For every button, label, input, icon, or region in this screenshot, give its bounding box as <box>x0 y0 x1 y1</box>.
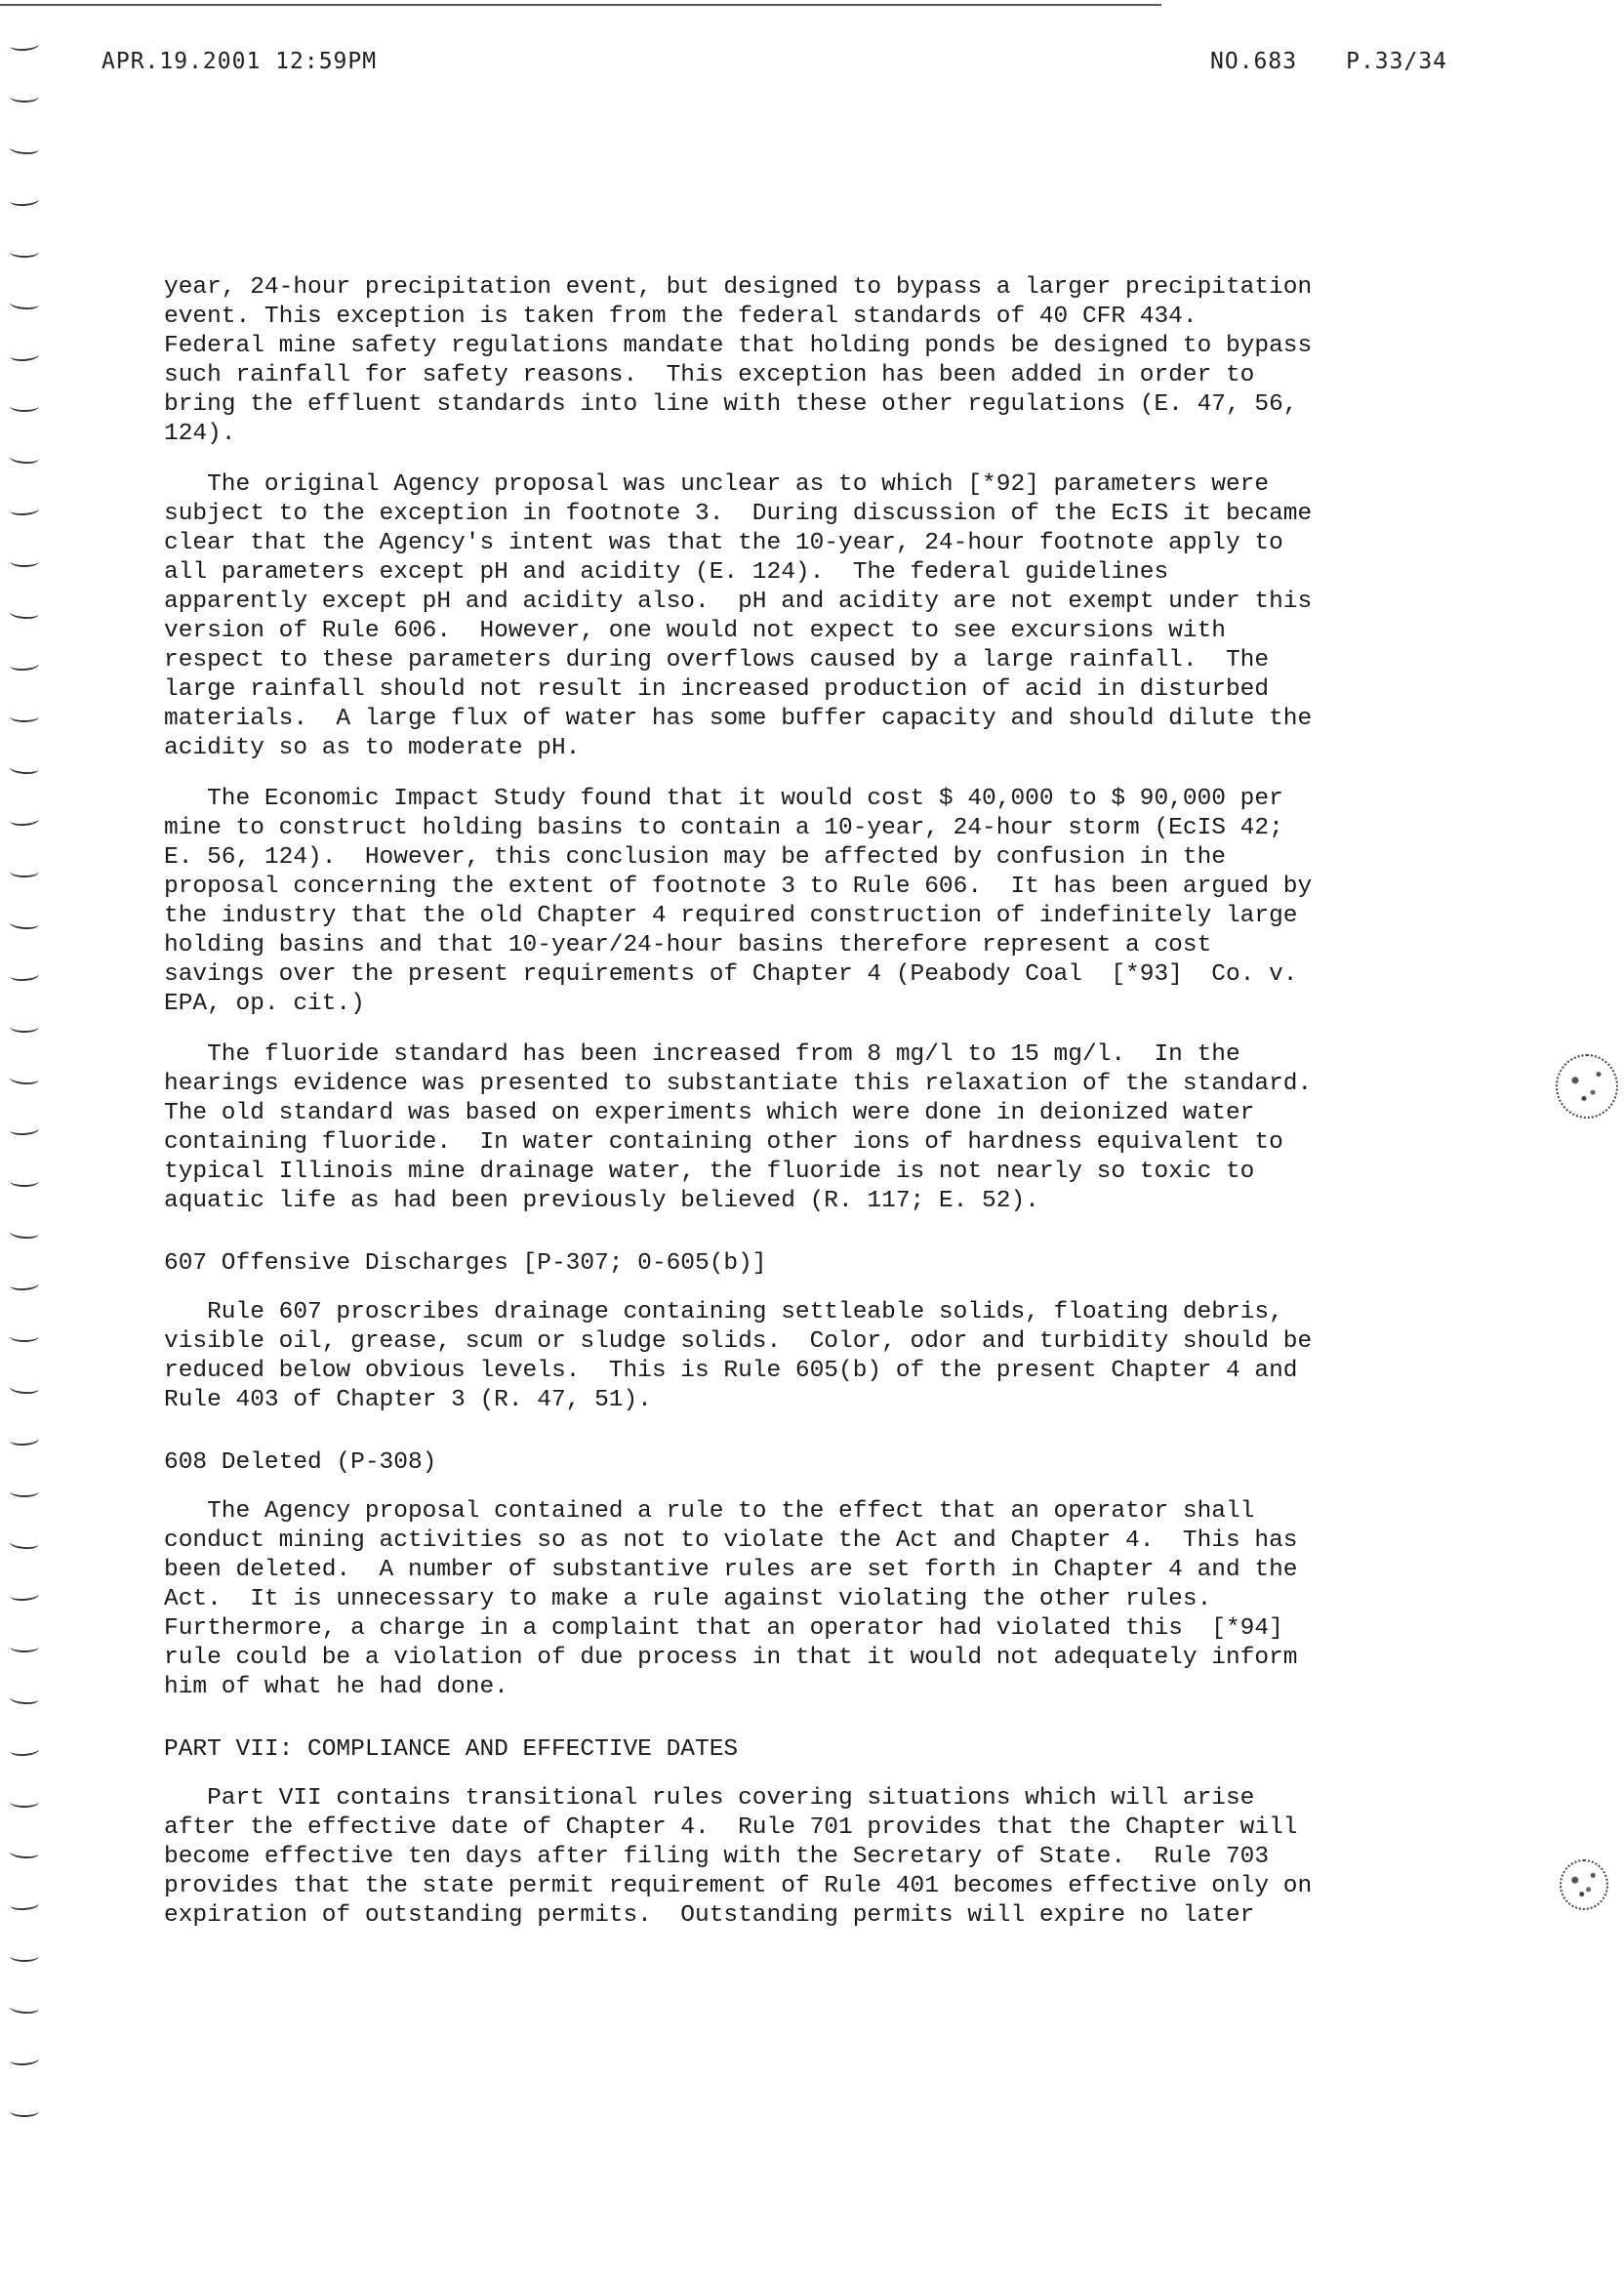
fax-number: NO.683 <box>1210 49 1298 74</box>
paragraph-fluoride-standard: The fluoride standard has been increased from 8 mg/l to 15 mg/l. In the hearings evidence was presented to substantiate this relaxation of the standard. The old standard was based on experiments which were done in deionized water containing fluoride. In water containing other ions of hardness equivalent to typical Illinois mine drainage water, the fluoride is not nearly so toxic to aquatic life as had been previously believed (R. 117; E. 52). <box>164 1041 1313 1214</box>
paragraph-rule-608: The Agency proposal contained a rule to the effect that an operator shall conduct mining activities so as not to violate the Act and Chapter 4. This has been deleted. A number of substantive rules are set forth in Chapter 4 and the Act. It is unnecessary to make a rule against violating the other rules. Furthermore, a charge in a complaint that an operator had violated this [*94] rule could be a violation of due process in that it would not adequately inform him of what he had done. <box>164 1498 1298 1700</box>
edge-mark <box>10 348 40 362</box>
edge-mark <box>10 2105 39 2117</box>
paragraph-part-vii: Part VII contains transitional rules covering situations which will arise after the effective date of Chapter 4. Rule 701 provides that the Chapter will become effective ten days after filing with the Secretary of State. Rule 703 provides that the state permit requirement of Rule 401 becomes effective only on expiration of outstanding permits. Outstanding permits will expire no later <box>164 1785 1313 1929</box>
edge-mark <box>10 1021 39 1033</box>
edge-mark <box>10 1950 39 1962</box>
fax-page-number: P.33/34 <box>1346 49 1448 74</box>
edge-mark <box>10 1743 40 1757</box>
edge-mark <box>10 1278 40 1291</box>
heading-rule-608: 608 Deleted (P-308) <box>164 1449 437 1476</box>
edge-mark <box>10 1330 39 1342</box>
edge-mark <box>10 761 40 775</box>
edge-mark <box>10 1691 40 1705</box>
edge-mark <box>10 297 40 310</box>
edge-mark <box>10 1486 39 1497</box>
speckle-mark-lower <box>1560 1859 1608 1910</box>
fax-header <box>0 49 1624 84</box>
edge-mark <box>10 1381 40 1395</box>
edge-mark <box>10 2053 40 2066</box>
edge-mark <box>10 503 40 516</box>
edge-mark <box>10 968 40 982</box>
edge-mark <box>10 658 40 672</box>
edge-mark <box>10 917 40 930</box>
paragraph-rule-607: Rule 607 proscribes drainage containing settleable solids, floating debris, visible oil, grease, scum or sludge solids. Color, odor and turbidity should be reduced below obvious levels. This is Rule 605(b) of the present Chapter 4 and Rule 403 of Chapter 3 (R. 47, 51). <box>164 1299 1313 1413</box>
edge-mark <box>10 866 39 877</box>
edge-mark <box>10 711 39 722</box>
edge-mark <box>10 1897 40 1911</box>
speckle-mark-upper <box>1556 1054 1618 1119</box>
heading-rule-607: 607 Offensive Discharges [P-307; 0-605(b)] <box>164 1250 767 1277</box>
edge-mark <box>10 555 39 567</box>
edge-mark <box>10 606 40 620</box>
edge-mark <box>10 1433 40 1447</box>
edge-mark <box>10 1536 40 1550</box>
paper-edge-marks <box>4 39 53 2167</box>
edge-mark <box>10 1122 40 1136</box>
top-rule <box>0 4 1161 6</box>
edge-mark <box>10 1071 40 1084</box>
edge-mark <box>10 193 40 207</box>
fax-datetime: APR.19.2001 12:59PM <box>102 49 378 74</box>
fax-meta <box>1210 49 1496 74</box>
edge-mark <box>10 246 39 258</box>
paragraph-precipitation-exception: year, 24-hour precipitation event, but designed to bypass a larger precipitation event. This exception is taken from the federal standards of 40 CFR 434. Federal mine safety regulations mandate that holding ponds be designed to bypass such rainfall for safety reasons. This exception has been added in order to bring the effluent standards into line with these other regulations (E. 47, 56, 124). <box>164 274 1313 447</box>
document-body <box>164 273 1472 1952</box>
edge-mark <box>10 1796 39 1808</box>
edge-mark <box>10 38 40 52</box>
edge-mark <box>10 400 39 412</box>
edge-mark <box>10 1641 39 1652</box>
paragraph-agency-proposal: The original Agency proposal was unclear as to which [*92] parameters were subject to the exception in footnote 3. During discussion of the EcIS it became clear that the Agency's intent was that the 10-year, 24-hour footnote apply to all parameters except pH and acidity (E. 124). The federal guidelines apparently except pH and acidity also. pH and acidity are not exempt under this version of Rule 606. However, one would not expect to see excursions with respect to these parameters during overflows caused by a large rainfall. The large rainfall should not result in increased production of acid in disturbed materials. A large flux of water has some buffer capacity and should dilute the acidity so as to moderate pH. <box>164 471 1313 761</box>
edge-mark <box>10 813 40 827</box>
edge-mark <box>10 142 40 155</box>
edge-mark <box>10 1588 40 1602</box>
edge-mark <box>10 91 39 102</box>
paragraph-economic-impact: The Economic Impact Study found that it would cost $ 40,000 to $ 90,000 per mine to construct holding basins to contain a 10-year, 24-hour storm (EcIS 42; E. 56, 124). However, this conclusion may be affected by confusion in the proposal concerning the extent of footnote 3 to Rule 606. It has been argued by the industry that the old Chapter 4 required construction of indefinitely large holding basins and that 10-year/24-hour basins therefore represent a cost savings over the present requirements of Chapter 4 (Peabody Coal [*93] Co. v. EPA, op. cit.) <box>164 786 1313 1017</box>
edge-mark <box>10 451 40 465</box>
edge-mark <box>10 2001 40 2015</box>
heading-part-vii: PART VII: COMPLIANCE AND EFFECTIVE DATES <box>164 1736 739 1763</box>
edge-mark <box>10 1226 40 1240</box>
edge-mark <box>10 1846 40 1859</box>
edge-mark <box>10 1175 39 1187</box>
